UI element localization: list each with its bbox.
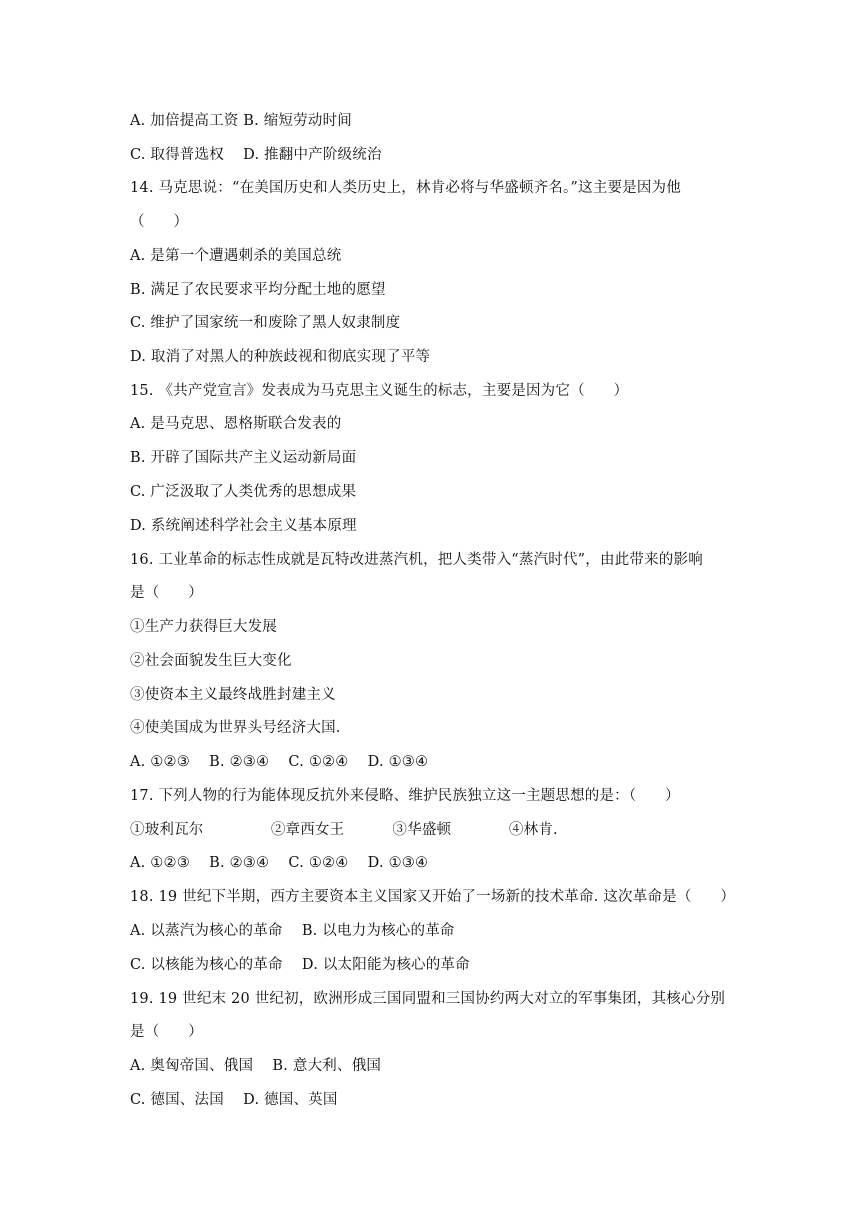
- q15-option-b: B. 开辟了国际共产主义运动新局面: [130, 450, 357, 466]
- q18-options-ab: A. 以蒸汽为核心的革命 B. 以电力为核心的革命: [130, 923, 455, 939]
- q19-options-ab: A. 奥匈帝国、俄国 B. 意大利、俄国: [130, 1058, 382, 1074]
- q15-option-a: A. 是马克思、恩格斯联合发表的: [130, 416, 342, 432]
- q15-stem: 15. 《共产党宣言》发表成为马克思主义诞生的标志，主要是因为它（ ）: [130, 383, 629, 399]
- q18-options-cd: C. 以核能为核心的革命 D. 以太阳能为核心的革命: [130, 957, 470, 973]
- q19-options-cd: C. 德国、法国 D. 德国、英国: [130, 1092, 338, 1108]
- q13-options-cd: C. 取得普选权 D. 推翻中产阶级统治: [130, 147, 382, 163]
- q16-options: A. ①②③ B. ②③④ C. ①②④ D. ①③④: [130, 754, 429, 770]
- q16-item-2: ②社会面貌发生巨大变化: [130, 653, 292, 669]
- q17-stem: 17. 下列人物的行为能体现反抗外来侵略、维护民族独立这一主题思想的是：（ ）: [130, 788, 680, 804]
- q17-options: A. ①②③ B. ②③④ C. ①②④ D. ①③④: [130, 855, 429, 871]
- q15-option-d: D. 系统阐述科学社会主义基本原理: [130, 518, 357, 534]
- q16-item-3: ③使资本主义最终战胜封建主义: [130, 687, 336, 703]
- q14-option-b: B. 满足了农民要求平均分配土地的愿望: [130, 282, 386, 298]
- q15-option-c: C. 广泛汲取了人类优秀的思想成果: [130, 484, 357, 500]
- q13-options-ab: A. 加倍提高工资 B. 缩短劳动时间: [130, 113, 352, 129]
- q17-items: ①玻利瓦尔 ②章西女王 ③华盛顿 ④林肯.: [130, 822, 558, 838]
- q14-option-a: A. 是第一个遭遇刺杀的美国总统: [130, 248, 342, 264]
- q16-item-4: ④使美国成为世界头号经济大国.: [130, 720, 341, 736]
- q16-stem-paren: 是（ ）: [130, 585, 203, 601]
- q14-option-d: D. 取消了对黑人的种族歧视和彻底实现了平等: [130, 349, 431, 365]
- q16-stem: 16. 工业革命的标志性成就是瓦特改进蒸汽机，把人类带入“蒸汽时代”，由此带来的影响: [130, 552, 703, 568]
- q16-item-1: ①生产力获得巨大发展: [130, 619, 277, 635]
- q18-stem: 18. 19 世纪下半期，西方主要资本主义国家又开始了一场新的技术革命. 这次革命是（ ）: [130, 889, 736, 905]
- q19-stem-paren: 是（ ）: [130, 1024, 203, 1040]
- q14-stem-paren: （ ）: [130, 214, 189, 230]
- q19-stem: 19. 19 世纪末 20 世纪初，欧洲形成三国同盟和三国协约两大对立的军事集团，其核心分别: [130, 991, 726, 1007]
- q14-option-c: C. 维护了国家统一和废除了黑人奴隶制度: [130, 315, 401, 331]
- q14-stem: 14. 马克思说：“在美国历史和人类历史上，林肯必将与华盛顿齐名。”这主要是因为他: [130, 180, 681, 196]
